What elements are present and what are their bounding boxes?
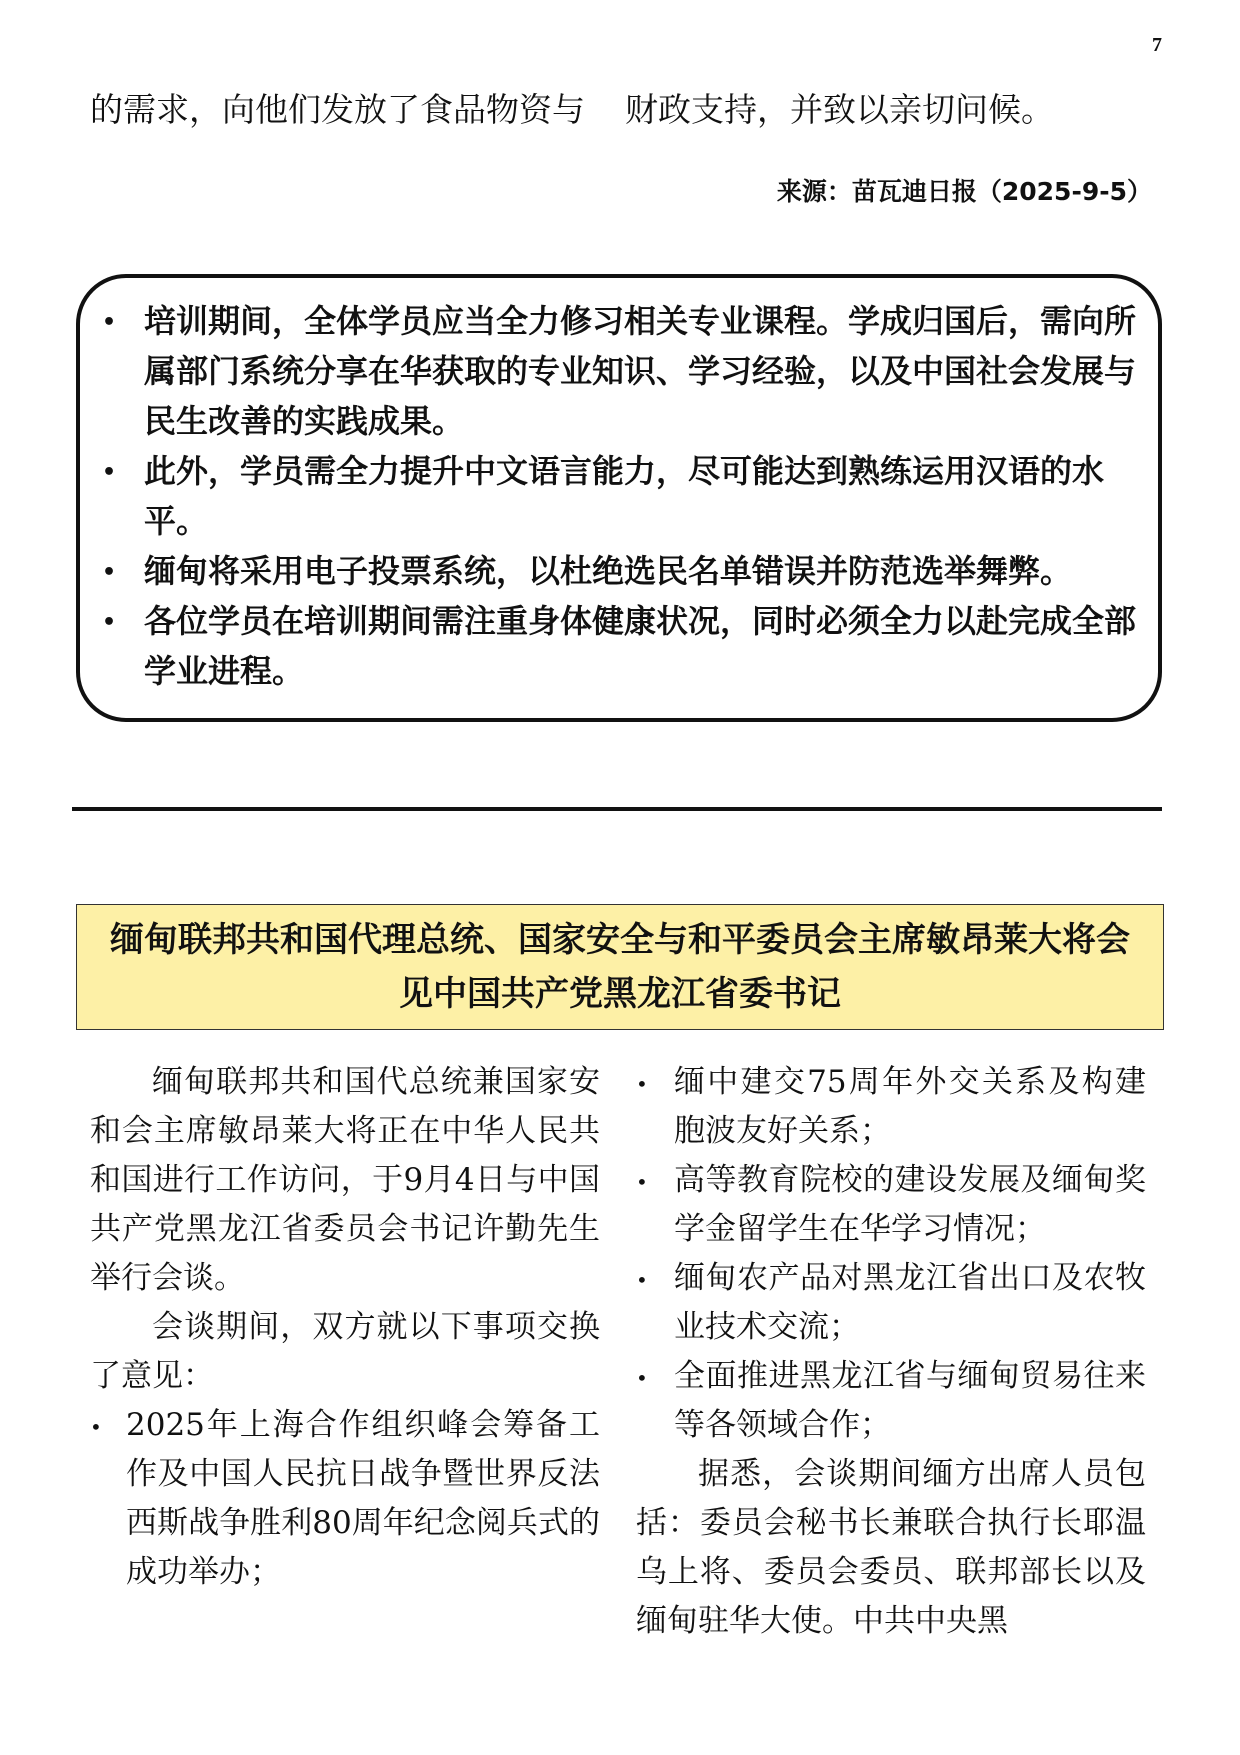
article-headline: 缅甸联邦共和国代理总统、国家安全与和平委员会主席敏昂莱大将会见中国共产党黑龙江省委书记 xyxy=(110,920,1130,1014)
article-paragraph: 缅甸联邦共和国代总统兼国家安和会主席敏昂莱大将正在中华人民共和国进行工作访问，于9月4日与中国共产党黑龙江省委员会书记许勤先生举行会谈。 xyxy=(90,1064,600,1296)
article-paragraph: 据悉，会谈期间缅方出席人员包括：委员会秘书长兼联合执行长耶温乌上将、委员会委员、联邦部长以及缅甸驻华大使。中共中央黑 xyxy=(636,1456,1146,1639)
source-citation: 来源：苗瓦迪日报（2025-9-5） xyxy=(776,177,1152,206)
notice-item: • 各位学员在培训期间需注重身体健康状况，同时必须全力以赴完成全部学业进程。 xyxy=(100,596,1150,696)
article-column-left xyxy=(90,1058,600,1597)
headline-box xyxy=(76,904,1164,1030)
intro-text-part-1: 的需求，向他们发放了食品物资与 xyxy=(90,90,585,129)
notice-item: • 缅甸将采用电子投票系统，以杜绝选民名单错误并防范选举舞弊。 xyxy=(100,546,1150,596)
topic-list xyxy=(636,1058,1146,1450)
topic-item: • 全面推进黑龙江省与缅甸贸易往来等各领域合作； xyxy=(636,1352,1146,1450)
intro-text-part-2: 财政支持，并致以亲切问候。 xyxy=(625,90,1054,129)
topic-item: • 缅甸农产品对黑龙江省出口及农牧业技术交流； xyxy=(636,1254,1146,1352)
topic-item: • 高等教育院校的建设发展及缅甸奖学金留学生在华学习情况； xyxy=(636,1156,1146,1254)
topic-item: • 2025年上海合作组织峰会筹备工作及中国人民抗日战争暨世界反法西斯战争胜利80周年纪念阅兵式的成功举办； xyxy=(90,1401,600,1597)
notice-item: • 此外，学员需全力提升中文语言能力，尽可能达到熟练运用汉语的水平。 xyxy=(100,446,1150,546)
section-divider xyxy=(72,807,1162,811)
article-paragraph: 会谈期间，双方就以下事项交换了意见： xyxy=(90,1309,600,1394)
topic-item: • 缅中建交75周年外交关系及构建胞波友好关系； xyxy=(636,1058,1146,1156)
page-number: 7 xyxy=(1152,34,1162,56)
article-column-right xyxy=(636,1058,1146,1646)
topic-list xyxy=(90,1401,600,1597)
notice-item: • 培训期间，全体学员应当全力修习相关专业课程。学成归国后，需向所属部门系统分享在华获取的专业知识、学习经验，以及中国社会发展与民生改善的实践成果。 xyxy=(100,296,1150,446)
intro-text-line xyxy=(90,82,1170,138)
notice-list xyxy=(100,296,1150,696)
